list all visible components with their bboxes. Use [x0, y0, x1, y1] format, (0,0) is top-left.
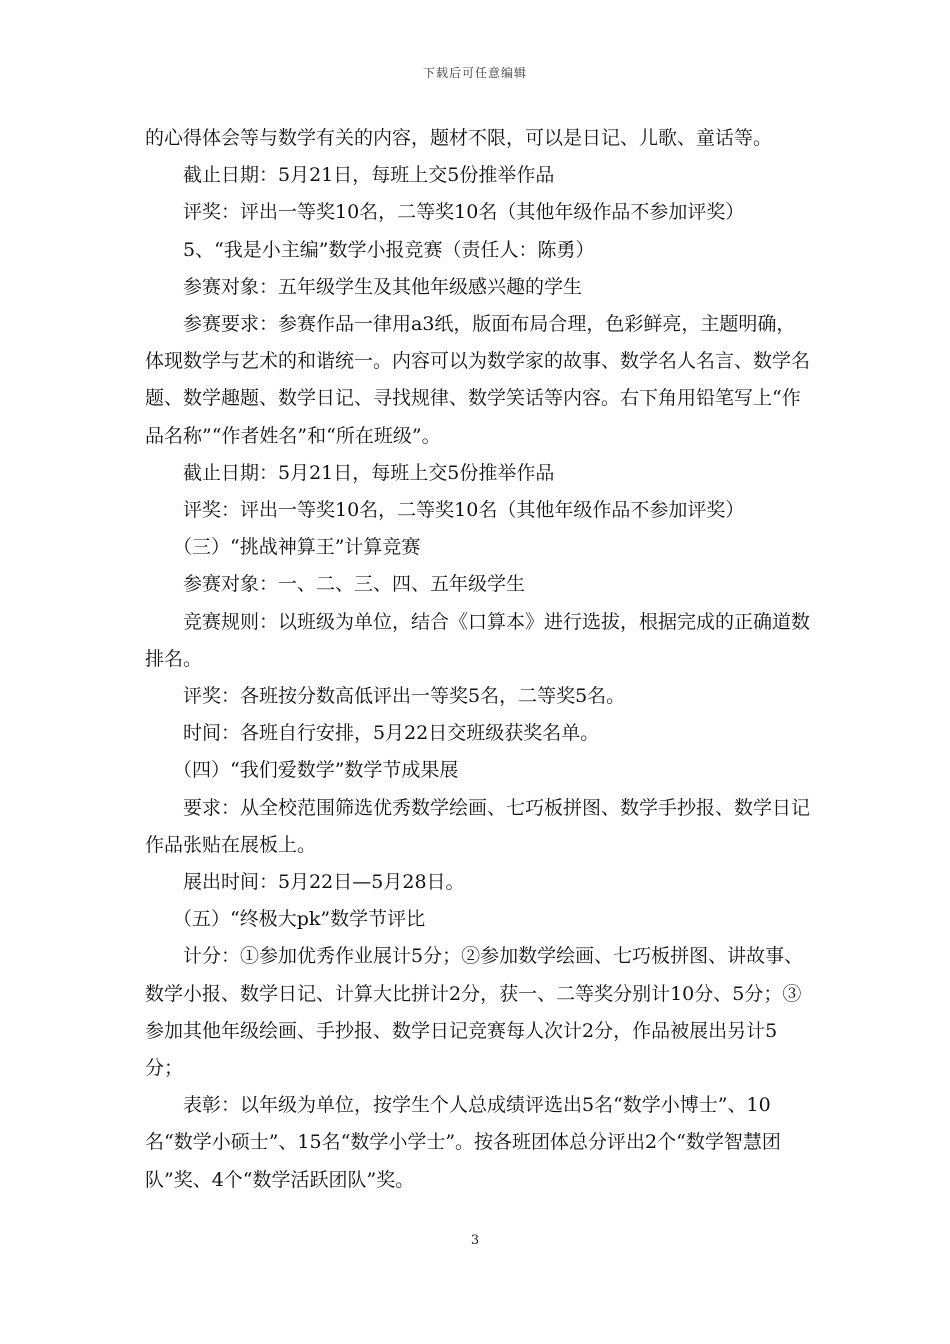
section-heading: 5、“我是小主编”数学小报竞赛（责任人：陈勇） — [183, 238, 595, 261]
document-body — [145, 120, 810, 1199]
section-heading: （三）“挑战神算王”计算竞赛 — [173, 536, 421, 559]
paragraph: 评奖：评出一等奖10名，二等奖10名（其他年级作品不参加评奖） — [183, 201, 745, 224]
paragraph: 竞赛规则：以班级为单位，结合《口算本》进行选拔，根据完成的正确道数排名。 — [145, 610, 811, 670]
paragraph: 参赛对象：一、二、三、四、五年级学生 — [183, 573, 526, 596]
paragraph: 展出时间：5月22日—5月28日。 — [183, 871, 465, 894]
page-header: 下载后可任意编辑 — [422, 66, 527, 80]
paragraph: 参赛对象：五年级学生及其他年级感兴趣的学生 — [183, 275, 583, 298]
paragraph: 截止日期：5月21日，每班上交5份推举作品 — [183, 164, 555, 187]
paragraph: 时间：各班自行安排，5月22日交班级获奖名单。 — [183, 722, 600, 745]
section-heading: （四）“我们爱数学”数学节成果展 — [173, 759, 459, 782]
paragraph: 的心得体会等与数学有关的内容，题材不限，可以是日记、儿歌、童话等。 — [145, 127, 773, 149]
paragraph: 评奖：评出一等奖10名，二等奖10名（其他年级作品不参加评奖） — [183, 499, 745, 522]
paragraph: 参赛要求：参赛作品一律用a3纸，版面布局合理，色彩鲜亮，主题明确，体现数学与艺术的和谐统一。内容可以为数学家的故事、数学名人名言、数学名题、数学趣题、数学日记、寻找规律、数学笑话等内容。右下角用铅笔写上“作品名称”“作者姓名”和“所在班级”。 — [145, 313, 811, 447]
paragraph: 计分：①参加优秀作业展计5分；②参加数学绘画、七巧板拼图、讲故事、数学小报、数学日记、计算大比拼计2分，获一、二等奖分别计10分、5分；③参加其他年级绘画、手抄报、数学日记竞赛每人次计2分，作品被展出另计5分； — [145, 945, 804, 1080]
paragraph: 评奖：各班按分数高低评出一等奖5名，二等奖5名。 — [183, 685, 626, 708]
page-number: 3 — [470, 1233, 480, 1248]
paragraph: 截止日期：5月21日，每班上交5份推举作品 — [183, 461, 555, 484]
section-heading: （五）“终极大pk”数学节评比 — [173, 908, 426, 931]
paragraph: 要求：从全校范围筛选优秀数学绘画、七巧板拼图、数学手抄报、数学日记作品张贴在展板上。 — [145, 796, 811, 856]
paragraph: 表彰：以年级为单位，按学生个人总成绩评选出5名“数学小博士”、10名“数学小硕士”、15名“数学小学士”。按各班团体总分评出2个“数学智慧团队”奖、4个“数学活跃团队”奖。 — [145, 1094, 781, 1191]
